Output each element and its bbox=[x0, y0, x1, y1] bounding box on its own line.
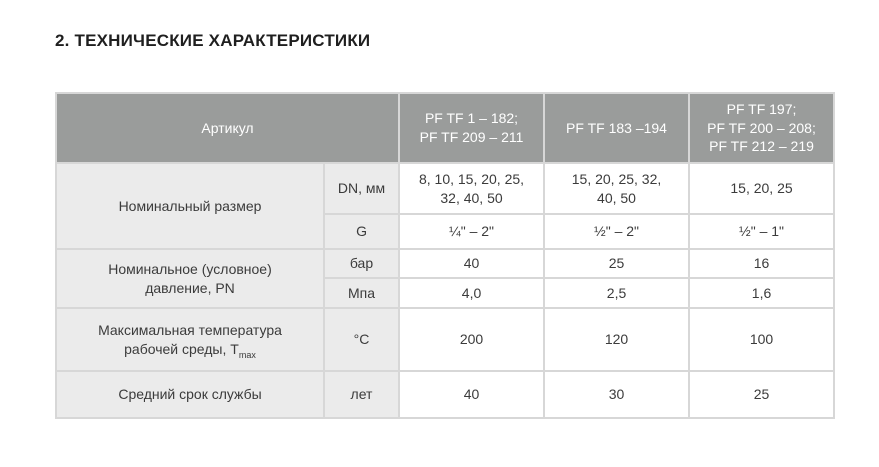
unit-cell: °C bbox=[324, 308, 399, 371]
unit-cell: Мпа bbox=[324, 278, 399, 308]
unit-cell: лет bbox=[324, 371, 399, 418]
unit-cell: бар bbox=[324, 249, 399, 278]
value-cell: 15, 20, 25 bbox=[689, 163, 834, 214]
value-cell: 100 bbox=[689, 308, 834, 371]
table-header-row bbox=[56, 93, 834, 163]
subscript-label: max bbox=[238, 349, 256, 360]
value-cell: 40 bbox=[399, 371, 544, 418]
product-range-header-cell: PF TF 1 – 182; PF TF 209 – 211 bbox=[399, 93, 544, 163]
product-range-header-cell: PF TF 183 –194 bbox=[544, 93, 689, 163]
value-cell: 120 bbox=[544, 308, 689, 371]
parameter-label-cell: Максимальная температура рабочей среды, $T_{max}$ bbox=[56, 308, 324, 371]
value-cell: 16 bbox=[689, 249, 834, 278]
article-header-cell: Артикул bbox=[56, 93, 399, 163]
value-cell: 30 bbox=[544, 371, 689, 418]
value-cell: 15, 20, 25, 32, 40, 50 bbox=[544, 163, 689, 214]
value-cell: 25 bbox=[544, 249, 689, 278]
table-row bbox=[56, 371, 834, 418]
value-cell: 2,5 bbox=[544, 278, 689, 308]
parameter-label-cell: Средний срок службы bbox=[56, 371, 324, 418]
page-title: 2. ТЕХНИЧЕСКИЕ ХАРАКТЕРИСТИКИ bbox=[55, 31, 371, 50]
parameter-label-cell: Номинальный размер bbox=[56, 163, 324, 249]
product-range-header-cell: PF TF 197; PF TF 200 – 208; PF TF 212 – 219 bbox=[689, 93, 834, 163]
table-row bbox=[56, 308, 834, 371]
technical-specs-table bbox=[55, 92, 835, 419]
value-cell: 8, 10, 15, 20, 25, 32, 40, 50 bbox=[399, 163, 544, 214]
value-cell: ½" – 2" bbox=[544, 214, 689, 249]
value-cell: 40 bbox=[399, 249, 544, 278]
table-body bbox=[56, 163, 834, 418]
unit-cell: DN, мм bbox=[324, 163, 399, 214]
table-row bbox=[56, 163, 834, 214]
parameter-label-cell: Номинальное (условное) давление, PN bbox=[56, 249, 324, 308]
value-cell: ½" – 1" bbox=[689, 214, 834, 249]
value-cell: 200 bbox=[399, 308, 544, 371]
value-cell: ¼" – 2" bbox=[399, 214, 544, 249]
value-cell: 25 bbox=[689, 371, 834, 418]
unit-cell: G bbox=[324, 214, 399, 249]
table-row bbox=[56, 249, 834, 278]
value-cell: 4,0 bbox=[399, 278, 544, 308]
value-cell: 1,6 bbox=[689, 278, 834, 308]
